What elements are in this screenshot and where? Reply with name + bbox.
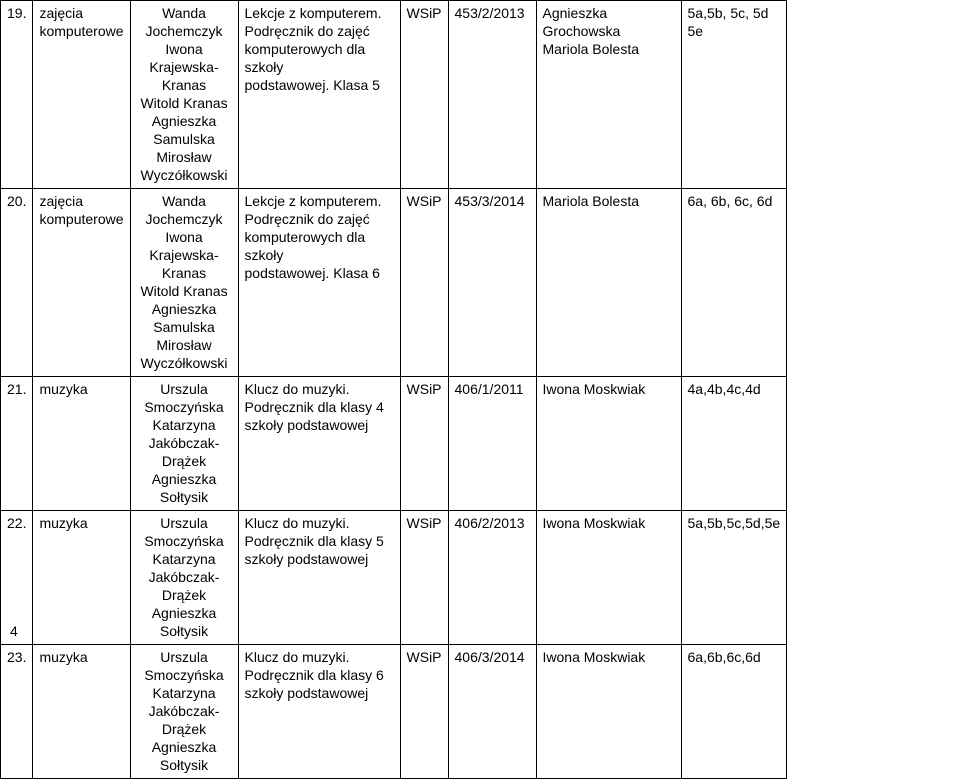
row-number: 22. (7, 515, 27, 531)
authors-line: Agnieszka (151, 113, 217, 129)
classes-line: 5a,5b,5c,5d,5e (687, 515, 781, 531)
classes-cell (681, 645, 787, 779)
table-row (1, 511, 787, 645)
authors-line: Urszula (160, 649, 208, 665)
title-line: Podręcznik dla klasy 4 (244, 399, 384, 415)
publisher: WSiP (406, 381, 442, 397)
title-cell (238, 189, 400, 377)
authors-line: Wyczółkowski (140, 355, 228, 371)
page-number: 4 (10, 623, 18, 639)
title-line: Podręcznik dla klasy 5 (244, 533, 384, 549)
title-cell (238, 377, 400, 511)
row-number-cell (1, 189, 33, 377)
authors-cell (130, 377, 238, 511)
row-number: 19. (7, 5, 27, 21)
reviewers-line: Mariola Bolesta (542, 193, 640, 209)
subject-cell (33, 377, 130, 511)
authors-line: Kranas (161, 77, 207, 93)
publisher: WSiP (406, 515, 442, 531)
table-row (1, 645, 787, 779)
reviewers-cell (536, 511, 681, 645)
subject-cell (33, 645, 130, 779)
authors-line: Samulska (153, 319, 215, 335)
authors-line: Samulska (153, 131, 215, 147)
publisher: WSiP (406, 649, 442, 665)
title-line: komputerowych dla szkoły (244, 41, 366, 75)
authors-line: Kranas (161, 265, 207, 281)
title-line: Podręcznik dla klasy 6 (244, 667, 384, 683)
table-row (1, 189, 787, 377)
approval-number: 406/2/2013 (454, 515, 525, 531)
authors-line: Wanda (162, 5, 206, 21)
title-line: komputerowych dla szkoły (244, 229, 366, 263)
row-number: 21. (7, 381, 27, 397)
authors-line: Jakóbczak-Drążek (148, 703, 220, 737)
table-row (1, 377, 787, 511)
title-line: szkoły podstawowej (244, 551, 369, 567)
publisher: WSiP (406, 5, 442, 21)
subject-cell (33, 1, 130, 189)
authors-line: Urszula (160, 515, 208, 531)
title-line: Lekcje z komputerem. (244, 5, 382, 21)
authors-line: Jakóbczak-Drążek (148, 569, 220, 603)
authors-cell (130, 645, 238, 779)
authors-line: Smoczyńska (144, 667, 224, 683)
authors-line: Mirosław (156, 149, 212, 165)
reviewers-cell (536, 1, 681, 189)
classes-line: 4a,4b,4c,4d (687, 381, 761, 397)
classes-cell (681, 1, 787, 189)
authors-line: Agnieszka (151, 301, 217, 317)
authors-cell (130, 189, 238, 377)
approval-number: 453/3/2014 (454, 193, 525, 209)
title-cell (238, 511, 400, 645)
authors-line: Witold Kranas (140, 95, 228, 111)
classes-cell (681, 511, 787, 645)
authors-line: Mirosław (156, 337, 212, 353)
reviewers-cell (536, 189, 681, 377)
title-line: podstawowej. Klasa 5 (244, 77, 380, 93)
row-number-cell (1, 377, 33, 511)
subject-cell (33, 189, 130, 377)
authors-line: Witold Kranas (140, 283, 228, 299)
authors-line: Katarzyna (152, 417, 216, 433)
reviewers-line: Mariola Bolesta (542, 41, 640, 57)
authors-line: Smoczyńska (144, 399, 224, 415)
publisher-cell (400, 1, 448, 189)
classes-cell (681, 377, 787, 511)
title-line: Lekcje z komputerem. (244, 193, 382, 209)
publisher-cell (400, 189, 448, 377)
classes-line: 5e (687, 23, 704, 39)
publisher: WSiP (406, 193, 442, 209)
classes-line: 6a, 6b, 6c, 6d (687, 193, 773, 209)
approval-number-cell (448, 189, 536, 377)
approval-number-cell (448, 645, 536, 779)
title-line: szkoły podstawowej (244, 417, 369, 433)
subject-line: komputerowe (39, 23, 124, 39)
approval-number-cell (448, 1, 536, 189)
authors-cell (130, 511, 238, 645)
row-number-cell (1, 1, 33, 189)
authors-line: Urszula (160, 381, 208, 397)
authors-line: Katarzyna (152, 551, 216, 567)
authors-line: Agnieszka Sołtysik (151, 471, 217, 505)
approval-number-cell (448, 511, 536, 645)
reviewers-line: Iwona Moskwiak (542, 381, 646, 397)
subject-line: muzyka (39, 649, 88, 665)
subject-cell (33, 511, 130, 645)
subject-line: zajęcia (39, 5, 84, 21)
authors-line: Agnieszka Sołtysik (151, 605, 217, 639)
authors-line: Iwona Krajewska- (149, 41, 219, 75)
publisher-cell (400, 377, 448, 511)
publisher-cell (400, 645, 448, 779)
approval-number: 406/3/2014 (454, 649, 525, 665)
subject-line: komputerowe (39, 211, 124, 227)
authors-line: Smoczyńska (144, 533, 224, 549)
authors-line: Jakóbczak-Drążek (148, 435, 220, 469)
table-row (1, 1, 787, 189)
title-line: Klucz do muzyki. (244, 649, 350, 665)
classes-line: 6a,6b,6c,6d (687, 649, 761, 665)
title-line: szkoły podstawowej (244, 685, 369, 701)
title-line: Klucz do muzyki. (244, 381, 350, 397)
title-line: Klucz do muzyki. (244, 515, 350, 531)
authors-line: Jochemczyk (145, 211, 223, 227)
title-line: Podręcznik do zajęć (244, 23, 370, 39)
authors-line: Agnieszka Sołtysik (151, 739, 217, 773)
classes-line: 5a,5b, 5c, 5d (687, 5, 769, 21)
authors-line: Iwona Krajewska- (149, 229, 219, 263)
subject-line: zajęcia (39, 193, 84, 209)
approval-number: 453/2/2013 (454, 5, 525, 21)
reviewers-line: Iwona Moskwiak (542, 515, 646, 531)
publisher-cell (400, 511, 448, 645)
row-number-cell (1, 645, 33, 779)
title-cell (238, 1, 400, 189)
subject-line: muzyka (39, 381, 88, 397)
authors-line: Katarzyna (152, 685, 216, 701)
authors-cell (130, 1, 238, 189)
authors-line: Jochemczyk (145, 23, 223, 39)
row-number: 20. (7, 193, 27, 209)
reviewers-line: Iwona Moskwiak (542, 649, 646, 665)
title-cell (238, 645, 400, 779)
approval-number: 406/1/2011 (454, 381, 524, 397)
classes-cell (681, 189, 787, 377)
subject-line: muzyka (39, 515, 88, 531)
authors-line: Wyczółkowski (140, 167, 228, 183)
approval-number-cell (448, 377, 536, 511)
row-number: 23. (7, 649, 27, 665)
reviewers-cell (536, 645, 681, 779)
title-line: Podręcznik do zajęć (244, 211, 370, 227)
reviewers-cell (536, 377, 681, 511)
reviewers-line: Agnieszka Grochowska (542, 5, 621, 39)
title-line: podstawowej. Klasa 6 (244, 265, 380, 281)
authors-line: Wanda (162, 193, 206, 209)
